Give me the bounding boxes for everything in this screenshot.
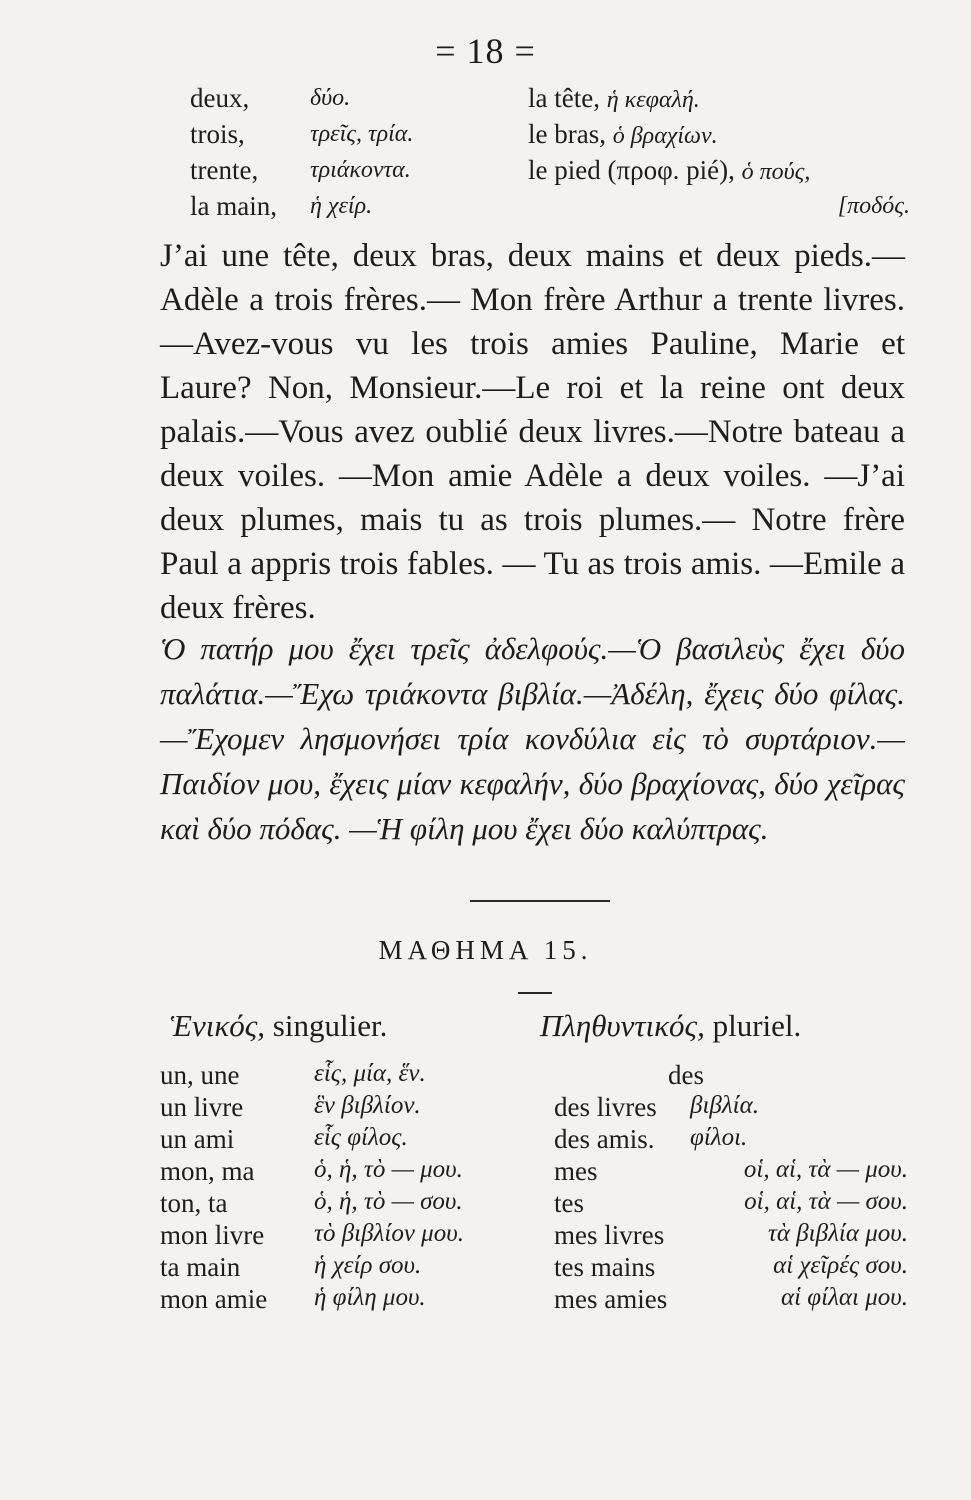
- singular-french: mon, ma: [160, 1156, 255, 1186]
- vocab-row: [190, 188, 910, 224]
- vocab-row: [190, 80, 910, 116]
- singular-french: mon amie: [160, 1284, 268, 1314]
- plural-greek: οἱ, αἱ, τὰ — μου.: [743, 1156, 908, 1183]
- title-underline: [518, 992, 552, 994]
- vocab-french-right: la tête, ἡ κεφαλή.: [528, 83, 700, 113]
- vocab-greek-right: ἡ κεφαλή.: [606, 87, 700, 113]
- vocab-row: [190, 152, 910, 188]
- plural-greek: φίλοι.: [690, 1124, 748, 1151]
- table-row: [160, 1124, 910, 1156]
- vocab-french: trois,: [190, 119, 245, 149]
- plural-french: tes mains: [554, 1252, 656, 1282]
- singular-greek: ὁ, ἡ, τὸ — μου.: [314, 1156, 463, 1183]
- french-exercise-paragraph: J’ai une tête, deux bras, deux mains et deux pieds.—Adèle a trois frères.— Mon frère Arthur a trente livres.—Avez-vous vu les trois amies Pauline, Marie et Laure? Non, Monsieur.—Le roi et la reine ont deux palais.—Vous avez oublié deux livres.—Notre bateau a deux voiles. —Mon amie Adèle a deux voiles. —J’ai deux plumes, mais tu as trois plumes.— Notre frère Paul a appris trois fables. — Tu as trois amis. —Emile a deux frères.: [160, 238, 905, 626]
- plural-greek: βιβλία.: [690, 1092, 759, 1119]
- lesson-title: ΜΑΘΗΜΑ 15.: [378, 935, 593, 965]
- singular-french: ta main: [160, 1252, 241, 1282]
- vocab-greek: ἡ χείρ.: [310, 193, 373, 219]
- vocab-french: trente,: [190, 155, 259, 185]
- singular-french: un livre: [160, 1092, 244, 1122]
- singular-header: [170, 1008, 387, 1044]
- vocab-row: [190, 116, 910, 152]
- table-row: [160, 1252, 910, 1284]
- vocab-greek: τρεῖς, τρία.: [310, 121, 414, 147]
- table-row: [160, 1188, 910, 1220]
- plural-french: mes livres: [554, 1220, 665, 1250]
- plural-greek: οἱ, αἱ, τὰ — σου.: [744, 1188, 908, 1215]
- vocab-french-right: le pied (προφ. pié), ὁ πούς,: [528, 155, 811, 185]
- plural-header-french: pluriel.: [712, 1008, 802, 1043]
- table-row: [160, 1092, 910, 1124]
- plural-french: mes amies: [554, 1284, 668, 1314]
- section-divider: [470, 900, 610, 902]
- table-row: [160, 1156, 910, 1188]
- plural-french: mes: [554, 1156, 598, 1186]
- vocab-greek: τριάκοντα.: [310, 157, 411, 183]
- vocab-greek-right: ὁ πούς,: [741, 159, 811, 185]
- singular-greek: ὁ, ἡ, τὸ — σου.: [314, 1188, 463, 1215]
- singular-french: un ami: [160, 1124, 235, 1154]
- singular-header-french: singulier.: [272, 1008, 388, 1043]
- plural-french: des livres: [554, 1092, 657, 1122]
- singular-greek: ἡ φίλη μου.: [314, 1284, 426, 1311]
- singular-greek: ἓν βιβλίον.: [314, 1092, 421, 1119]
- singular-greek: εἷς, μία, ἕν.: [314, 1060, 426, 1087]
- plural-greek: αἱ χεῖρές σου.: [773, 1252, 908, 1279]
- page-number: = 18 =: [435, 31, 536, 71]
- vocabulary-block: [190, 80, 910, 224]
- plural-greek: τὰ βιβλία μου.: [767, 1220, 908, 1247]
- plural-header-greek: Πληθυντικός,: [540, 1008, 705, 1043]
- vocab-greek: δύο.: [310, 85, 351, 111]
- vocab-french-right: le bras, ὁ βραχίων.: [528, 119, 718, 149]
- table-row: [160, 1060, 910, 1092]
- table-row: [160, 1284, 910, 1316]
- greek-exercise-paragraph: Ὁ πατήρ μου ἔχει τρεῖς ἀδελφούς.—Ὁ βασιλεὺς ἔχει δύο παλάτια.—Ἔχω τριάκοντα βιβλία.—Ἀδέλη, ἔχεις δύο φίλας.—Ἔχομεν λησμονήσει τρία κονδύλια εἰς τὸ συρτάριον.—Παιδίον μου, ἔχεις μίαν κεφαλήν, δύο βραχίονας, δύο χεῖρας καὶ δύο πόδας. —Ἡ φίλη μου ἔχει δύο καλύπτρας.: [160, 631, 905, 846]
- plural-french: des: [668, 1060, 704, 1090]
- singular-header-greek: Ἑνικός,: [170, 1008, 266, 1043]
- singular-greek: ἡ χείρ σου.: [314, 1252, 422, 1279]
- plural-french: des amis.: [554, 1124, 655, 1154]
- vocab-french: deux,: [190, 83, 250, 113]
- vocab-continuation: [ποδός.: [837, 193, 910, 219]
- singular-greek: τὸ βιβλίον μου.: [314, 1220, 464, 1247]
- vocab-french: la main,: [190, 191, 277, 221]
- table-row: [160, 1220, 910, 1252]
- singular-greek: εἷς φίλος.: [314, 1124, 408, 1151]
- vocab-greek-right: ὁ βραχίων.: [612, 123, 718, 149]
- singular-french: mon livre: [160, 1220, 265, 1250]
- plural-greek: αἱ φίλαι μου.: [780, 1284, 908, 1311]
- plural-french: tes: [554, 1188, 584, 1218]
- singular-french: ton, ta: [160, 1188, 228, 1218]
- singular-french: un, une: [160, 1060, 240, 1090]
- plural-header: [540, 1008, 801, 1044]
